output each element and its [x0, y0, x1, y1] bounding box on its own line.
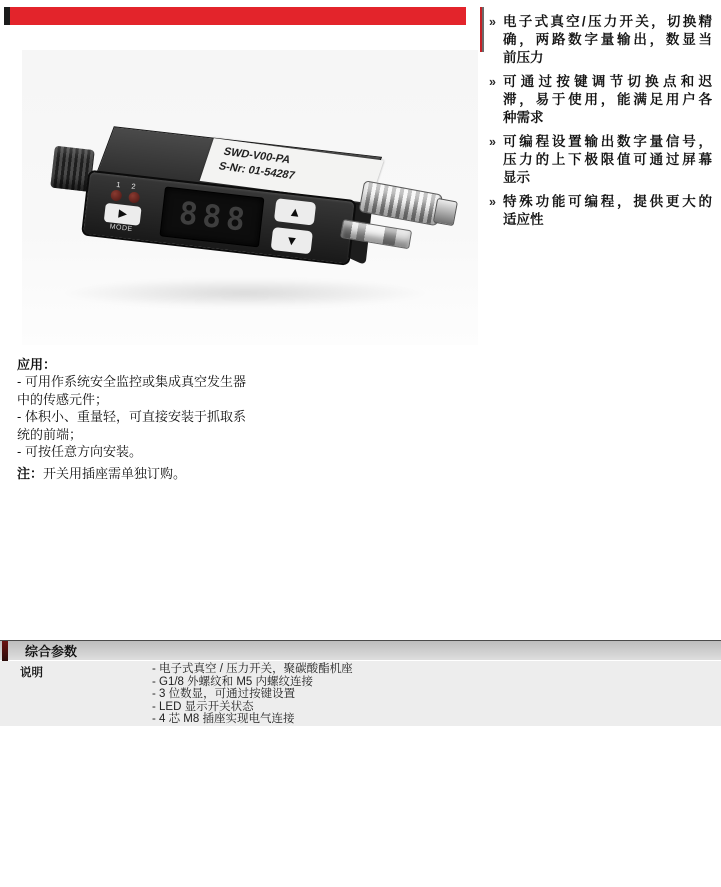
application-section	[17, 356, 347, 460]
led-mode-group	[94, 178, 153, 235]
feature-line: 可编程设置输出数字量信号，	[503, 134, 712, 149]
spec-row-value	[152, 663, 353, 726]
feature-item	[489, 73, 712, 127]
photo-shadow	[60, 278, 430, 308]
feature-item	[489, 193, 712, 229]
application-line: - 可用作系统安全监控或集成真空发生器	[17, 374, 246, 390]
feature-line: 适应性	[503, 212, 544, 227]
application-line: - 可按任意方向安装。	[17, 444, 142, 460]
top-red-banner	[10, 7, 466, 25]
up-button	[274, 198, 316, 225]
spec-line: - 3 位数显，可通过按键设置	[152, 688, 296, 701]
display-digits: 888	[177, 195, 252, 240]
down-arrow-icon: ▼	[284, 232, 300, 249]
mode-arrow-icon: ▶	[117, 206, 128, 220]
feature-line: 电子式真空/压力开关，切换精	[503, 14, 712, 29]
spec-section-title: 综合参数	[25, 644, 78, 659]
feature-line: 确，两路数字量输出，数显当	[503, 32, 712, 47]
m8-connector-tip	[433, 198, 458, 226]
led-1-label: 1	[115, 179, 122, 189]
bullet-marker: »	[489, 135, 496, 149]
vacuum-switch-device	[80, 124, 382, 276]
spec-line: - G1/8 外螺纹和 M5 内螺纹连接	[152, 675, 314, 688]
led-1	[110, 189, 122, 201]
feature-item	[489, 13, 712, 67]
m8-connector	[358, 180, 442, 226]
application-line: 统的前端；	[17, 426, 83, 442]
mode-button	[104, 202, 142, 225]
note-label: 注：	[17, 466, 44, 481]
bullet-marker: »	[489, 195, 496, 209]
bullet-marker: »	[489, 15, 496, 29]
feature-line: 前压力	[503, 50, 544, 65]
feature-line: 滞，易于使用，能满足用户各	[503, 92, 712, 107]
product-photo-area	[22, 50, 478, 345]
application-line: 中的传感元件；	[17, 391, 109, 407]
feature-list	[489, 13, 712, 235]
product-label-model: SWD-V00-PA	[221, 145, 292, 167]
feature-line: 种需求	[503, 110, 544, 125]
feature-line: 可通过按键调节切换点和迟	[503, 74, 712, 89]
led-2	[128, 191, 140, 203]
led-2-label: 2	[130, 181, 137, 191]
feature-line: 压力的上下极限值可通过屏幕	[503, 152, 712, 167]
feature-line: 显示	[503, 170, 530, 185]
bullet-marker: »	[489, 75, 496, 89]
mode-button-label: MODE	[109, 222, 133, 233]
application-line: - 体积小、重量轻，可直接安装于抓取系	[17, 409, 246, 425]
spec-line: - 电子式真空 / 压力开关，聚碳酸酯机座	[152, 663, 353, 675]
order-note	[17, 463, 186, 482]
application-title: 应用：	[17, 357, 57, 372]
spec-section-body	[0, 661, 721, 726]
spec-line: - LED 显示开关状态	[152, 700, 254, 713]
down-button	[271, 227, 313, 254]
seven-segment-display	[159, 186, 264, 247]
column-divider-line	[480, 7, 484, 52]
spec-row-label: 说明	[20, 667, 43, 679]
up-arrow-icon: ▲	[287, 203, 303, 221]
spec-line: - 4 芯 M8 插座实现电气连接	[152, 713, 295, 726]
product-label-serial: S-Nr: 01-54287	[217, 160, 297, 182]
spec-section-header	[0, 640, 721, 660]
spec-header-accent-bar	[2, 641, 8, 661]
note-text: 开关用插座需单独订购。	[43, 466, 187, 481]
feature-line: 特殊功能可编程，提供更大的	[503, 194, 712, 209]
feature-item	[489, 133, 712, 187]
